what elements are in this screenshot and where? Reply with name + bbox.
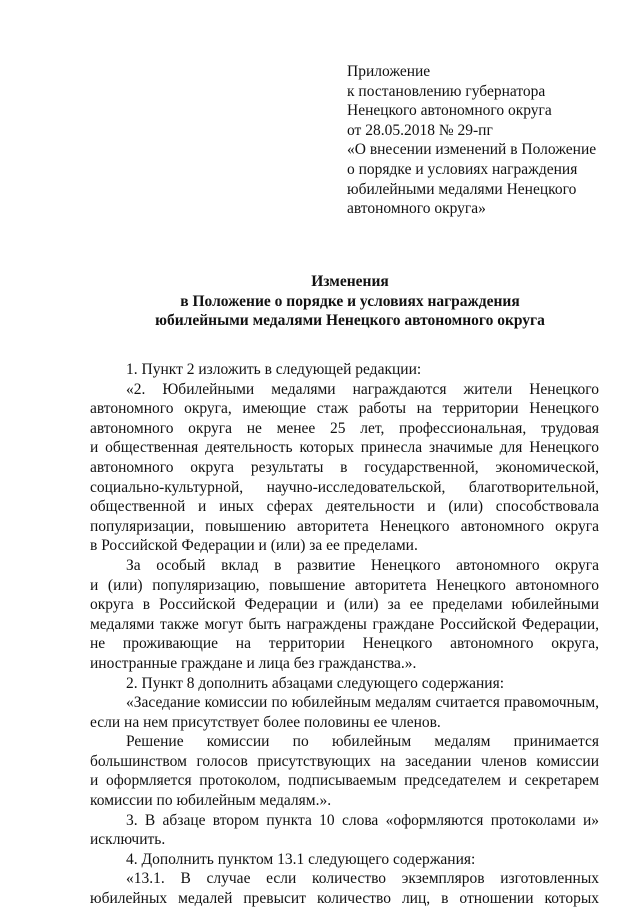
body-line: За особый вклад в развитие Ненецкого автономного округа: [126, 556, 599, 574]
body-line: общественной и иных сферах деятельности и (или) способствовала: [90, 498, 599, 516]
title-line: юбилейными медалями Ненецкого автономного округа: [155, 312, 545, 329]
body-line: комиссии по юбилейным медалям.».: [90, 792, 332, 810]
body-line: «13.1. В случае если количество экземпляров изготовленных: [126, 870, 599, 888]
body-line: и общественная деятельность которых принесла значимые для Ненецкого: [90, 439, 599, 457]
body-line: автономного округа результаты в государственной, экономической,: [90, 458, 599, 476]
body-line: «2. Юбилейными медалями награждаются жители Ненецкого: [126, 380, 599, 398]
title-line: Изменения: [311, 273, 389, 290]
appendix-line: автономного округа»: [347, 200, 486, 218]
body-line: «Заседание комиссии по юбилейным медалям считается правомочным,: [126, 694, 599, 712]
body-line: в Российской Федерации и (или) за ее пределами.: [90, 537, 418, 555]
body-line: иностранные граждане и лица без гражданства.».: [90, 654, 417, 672]
body-line: 4. Дополнить пунктом 13.1 следующего содержания:: [126, 850, 476, 868]
appendix-line: юбилейными медалями Ненецкого: [347, 180, 577, 198]
appendix-header: [347, 62, 617, 219]
document-title: [60, 272, 640, 331]
appendix-line: к постановлению губернатора: [347, 82, 546, 100]
body-line: 2. Пункт 8 дополнить абзацами следующего содержания:: [126, 674, 505, 692]
body-line: если на нем присутствует более половины ее членов.: [90, 713, 441, 731]
appendix-line: Ненецкого автономного округа: [347, 102, 552, 120]
body-line: и (или) популяризацию, повышение авторитета Ненецкого автономного: [90, 576, 599, 594]
body-line: 3. В абзаце втором пункта 10 слова «оформляются протоколами и»: [126, 811, 599, 829]
document-body: [90, 360, 599, 909]
appendix-line: о порядке и условиях награждения: [347, 160, 578, 178]
body-line: исключить.: [90, 831, 166, 849]
body-line: и оформляется протоколом, подписываемым председателем и секретарем: [90, 772, 599, 790]
body-line: большинством голосов присутствующих на заседании членов комиссии: [90, 752, 599, 770]
body-line: не проживающие на территории Ненецкого автономного округа,: [90, 635, 599, 653]
body-line: медалями также могут быть награждены граждане Российской Федерации,: [90, 615, 599, 633]
body-line: округа в Российской Федерации и (или) за ее пределами юбилейными: [90, 596, 599, 614]
body-line: социально-культурной, научно-исследовательской, благотворительной,: [90, 478, 599, 496]
body-line: 1. Пункт 2 изложить в следующей редакции:: [126, 361, 422, 378]
appendix-line: «О внесении изменений в Положение: [347, 141, 597, 159]
body-line: автономного округа не менее 25 лет, профессиональная, трудовая: [90, 419, 599, 437]
appendix-line: от 28.05.2018 № 29-пг: [347, 121, 493, 139]
body-line: автономного округа, имеющие стаж работы на территории Ненецкого: [90, 400, 599, 418]
body-line: популяризации, повышению авторитета Ненецкого автономного округа: [90, 517, 599, 535]
title-line: в Положение о порядке и условиях награждения: [180, 292, 520, 310]
body-line: юбилейных медалей превысит количество лиц, в отношении которых: [90, 890, 599, 908]
appendix-line: Приложение: [347, 63, 431, 80]
body-line: Решение комиссии по юбилейным медалям принимается: [126, 733, 599, 751]
